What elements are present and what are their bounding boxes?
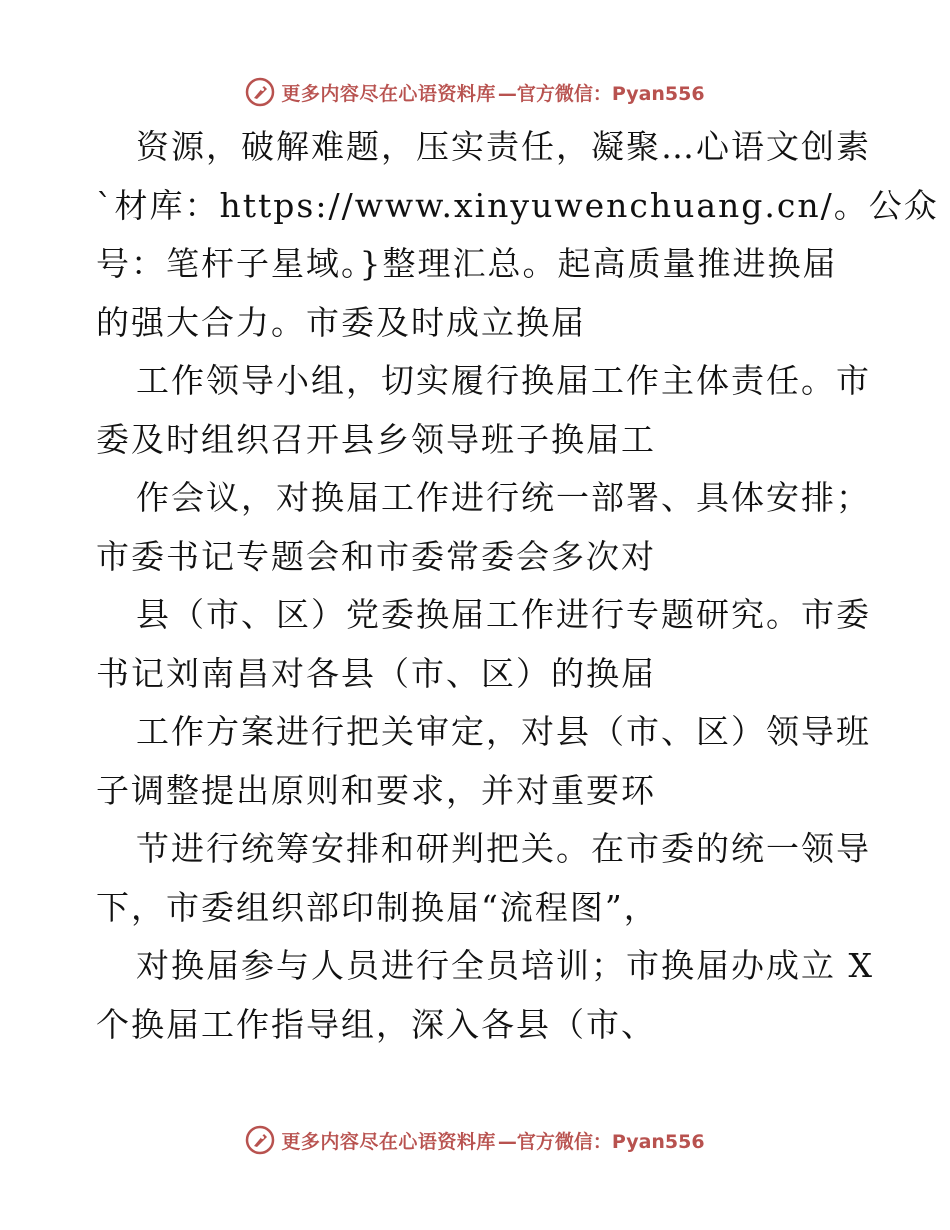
text-line: 节进行统筹安排和研判把关。在市委的统一领导 [136,829,871,868]
text-line: 子调整提出原则和要求，并对重要环 [96,770,656,810]
text-line: 下，市委组织部印制换届“流程图”， [96,887,659,927]
footer-wechat-text: —官方微信：Pyan556 [497,1130,705,1153]
text-line: 的强大合力。市委及时成立换届 [96,302,586,342]
text-line: 作会议，对换届工作进行统一部署、具体安排； [136,478,871,517]
text-line: `材库：https://www.xinyuwenchuang.cn/。公众 [96,185,939,225]
text-line: 委及时组织召开县乡领导班子换届工 [96,419,656,459]
pen-tip-icon [245,1125,275,1155]
text-line: 书记刘南昌对各县（市、区）的换届 [96,653,656,693]
header-wechat-text: —官方微信：Pyan556 [497,82,705,105]
text-line: 个换届工作指导组，深入各县（市、 [96,1004,656,1044]
text-line: 工作领导小组，切实履行换届工作主体责任。市 [136,361,871,400]
text-line: 工作方案进行把关审定，对县（市、区）领导班 [136,712,871,751]
text-line: 对换届参与人员进行全员培训；市换届办成立 X [136,946,874,985]
header-banner [0,72,950,112]
header-brand-text: 更多内容尽在心语资料库 [281,82,496,105]
footer-brand-text: 更多内容尽在心语资料库 [281,1130,496,1153]
text-line: 号：笔杆子星域。}整理汇总。起高质量推进换届 [96,244,838,283]
document-body [96,118,939,1054]
text-line: 县（市、区）党委换届工作进行专题研究。市委 [136,595,871,634]
text-line: 市委书记专题会和市委常委会多次对 [96,536,656,576]
footer-banner [0,1120,950,1160]
pen-tip-icon [245,77,275,107]
text-line: 资源，破解难题，压实责任，凝聚…心语文创素 [136,127,871,166]
